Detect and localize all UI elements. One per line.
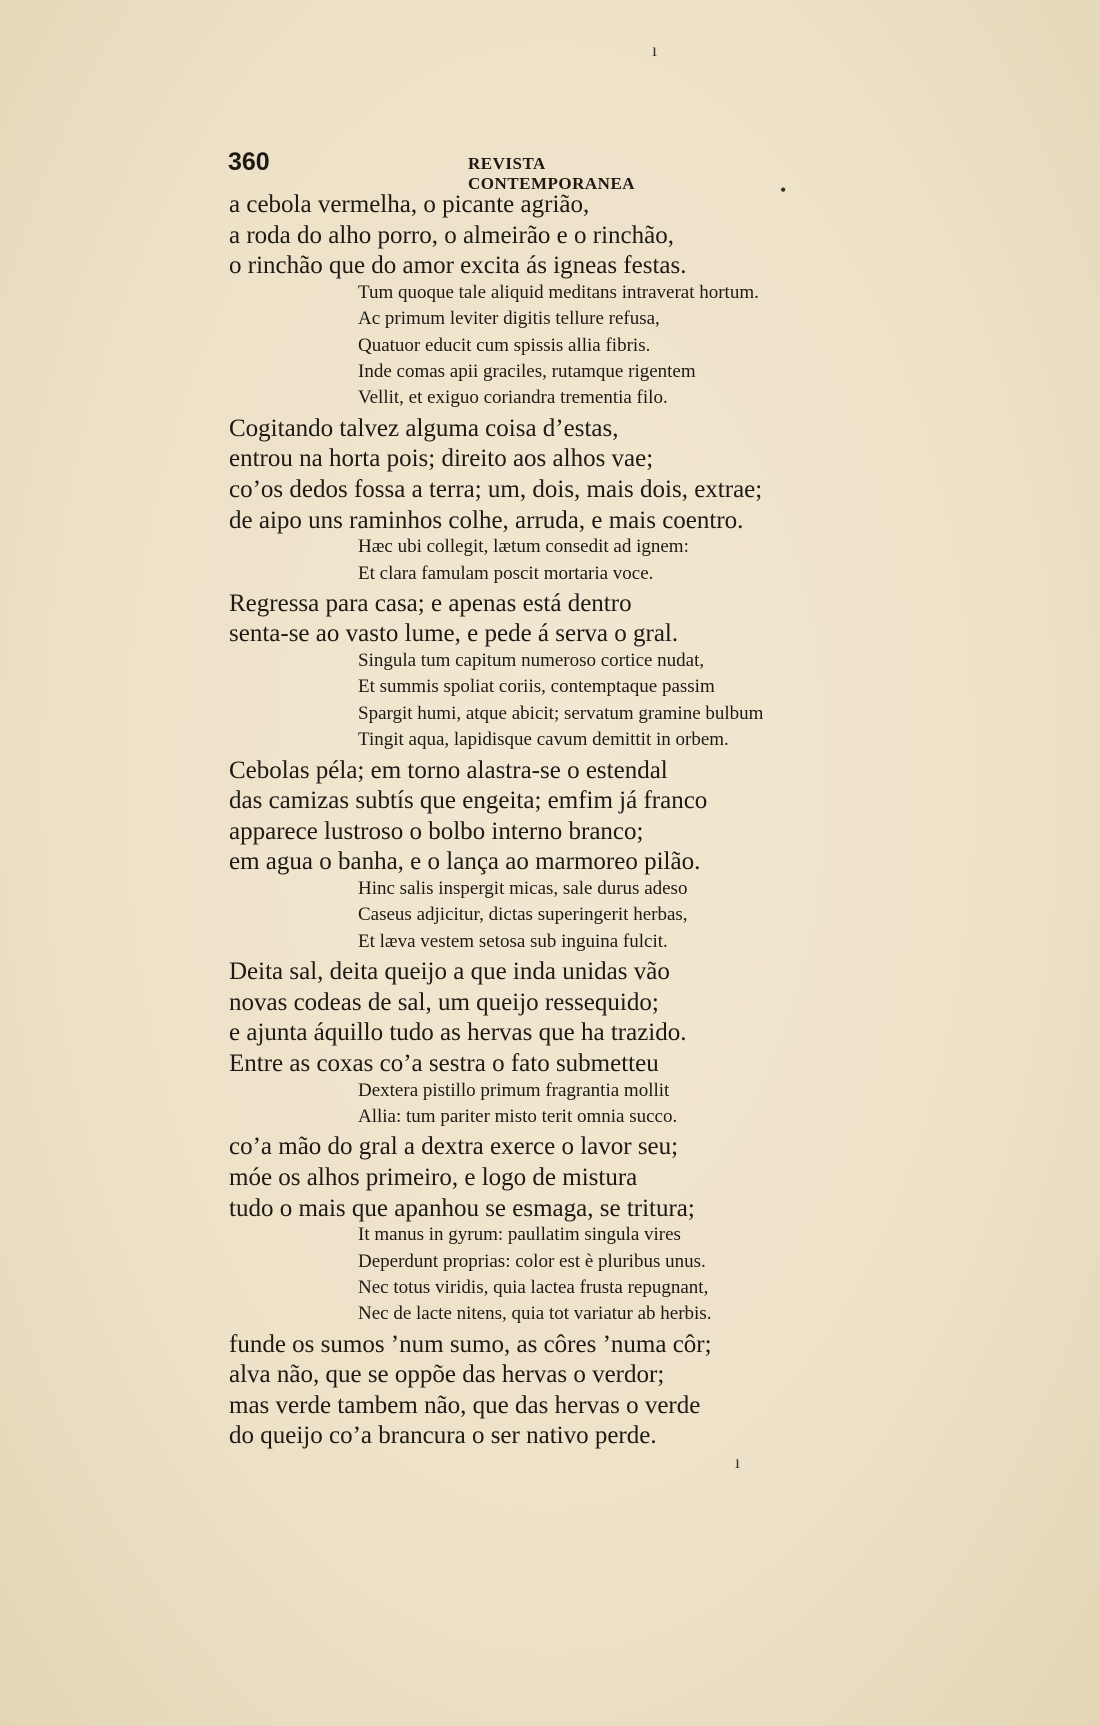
margin-mark: ı: [735, 1452, 741, 1472]
page-number: 360: [228, 148, 270, 176]
portuguese-verse-line: entrou na horta pois; direito aos alhos vae;: [229, 445, 654, 473]
margin-mark: •: [780, 180, 787, 200]
portuguese-verse-line: co’os dedos fossa a terra; um, dois, mais dois, extrae;: [229, 475, 763, 503]
portuguese-verse-line: funde os sumos ’num sumo, as côres ’numa côr;: [229, 1330, 712, 1358]
portuguese-verse-line: novas codeas de sal, um queijo ressequido;: [229, 988, 659, 1016]
portuguese-verse-line: a roda do alho porro, o almeirão e o rinchão,: [229, 221, 674, 249]
portuguese-verse-line: mas verde tambem não, que das hervas o verde: [229, 1391, 701, 1419]
page-header: [228, 148, 708, 193]
portuguese-verse-line: de aipo uns raminhos colhe, arruda, e mais coentro.: [229, 506, 744, 534]
portuguese-verse-line: apparece lustroso o bolbo interno branco;: [229, 817, 644, 845]
latin-verse-line: Quatuor educit cum spissis allia fibris.: [358, 334, 651, 356]
portuguese-verse-line: Cogitando talvez alguma coisa d’estas,: [229, 414, 619, 442]
latin-verse-line: Dextera pistillo primum fragrantia mollit: [358, 1079, 670, 1101]
portuguese-verse-line: Cebolas péla; em torno alastra-se o estendal: [229, 756, 668, 784]
latin-verse-line: Singula tum capitum numeroso cortice nudat,: [358, 650, 705, 672]
latin-verse-line: Et læva vestem setosa sub inguina fulcit.: [358, 930, 668, 952]
latin-verse-line: Inde comas apii graciles, rutamque rigentem: [358, 360, 696, 382]
latin-verse-line: Caseus adjicitur, dictas superingerit herbas,: [358, 904, 688, 926]
latin-verse-line: Tingit aqua, lapidisque cavum demittit in orbem.: [358, 729, 729, 751]
latin-verse-line: Hæc ubi collegit, lætum consedit ad ignem:: [358, 536, 689, 558]
latin-verse-line: Tum quoque tale aliquid meditans intraverat hortum.: [358, 281, 759, 303]
portuguese-verse-line: Deita sal, deita queijo a que inda unidas vão: [229, 958, 670, 986]
portuguese-verse-line: alva não, que se oppõe das hervas o verdor;: [229, 1361, 665, 1389]
portuguese-verse-line: das camizas subtís que engeita; emfim já franco: [229, 787, 708, 815]
latin-verse-line: Allia: tum pariter misto terit omnia succo.: [358, 1105, 678, 1127]
latin-verse-line: Hinc salis inspergit micas, sale durus adeso: [358, 878, 688, 900]
portuguese-verse-line: Regressa para casa; e apenas está dentro: [229, 589, 632, 617]
portuguese-verse-line: co’a mão do gral a dextra exerce o lavor seu;: [229, 1133, 679, 1161]
latin-verse-line: Deperdunt proprias: color est è pluribus unus.: [358, 1250, 706, 1272]
portuguese-verse-line: senta-se ao vasto lume, e pede á serva o gral.: [229, 620, 679, 648]
portuguese-verse-line: tudo o mais que apanhou se esmaga, se tritura;: [229, 1194, 695, 1222]
portuguese-verse-line: do queijo co’a brancura o ser nativo perde.: [229, 1422, 657, 1450]
latin-verse-line: Et clara famulam poscit mortaria voce.: [358, 562, 654, 584]
portuguese-verse-line: em agua o banha, e o lança ao marmoreo pilão.: [229, 848, 701, 876]
portuguese-verse-line: a cebola vermelha, o picante agrião,: [229, 191, 590, 218]
latin-verse-line: Spargit humi, atque abicit; servatum gramine bulbum: [358, 702, 764, 724]
poem-text: [0, 190, 1100, 1452]
latin-verse-line: It manus in gyrum: paullatim singula vires: [358, 1224, 681, 1246]
latin-verse-line: Vellit, et exiguo coriandra trementia filo.: [358, 387, 668, 409]
portuguese-verse-line: e ajunta áquillo tudo as hervas que ha trazido.: [229, 1019, 687, 1047]
portuguese-verse-line: Entre as coxas co’a sestra o fato submetteu: [229, 1049, 659, 1077]
margin-mark: ı: [652, 40, 658, 60]
latin-verse-line: Nec de lacte nitens, quia tot variatur ab herbis.: [358, 1303, 712, 1325]
latin-verse-line: Nec totus viridis, quia lactea frusta repugnant,: [358, 1276, 709, 1298]
latin-verse-line: Ac primum leviter digitis tellure refusa,: [358, 308, 660, 330]
latin-verse-line: Et summis spoliat coriis, contemptaque passim: [358, 676, 715, 698]
running-head: REVISTA CONTEMPORANEA: [468, 154, 636, 193]
portuguese-verse-line: o rinchão que do amor excita ás igneas festas.: [229, 252, 687, 280]
portuguese-verse-line: móe os alhos primeiro, e logo de mistura: [229, 1163, 638, 1191]
